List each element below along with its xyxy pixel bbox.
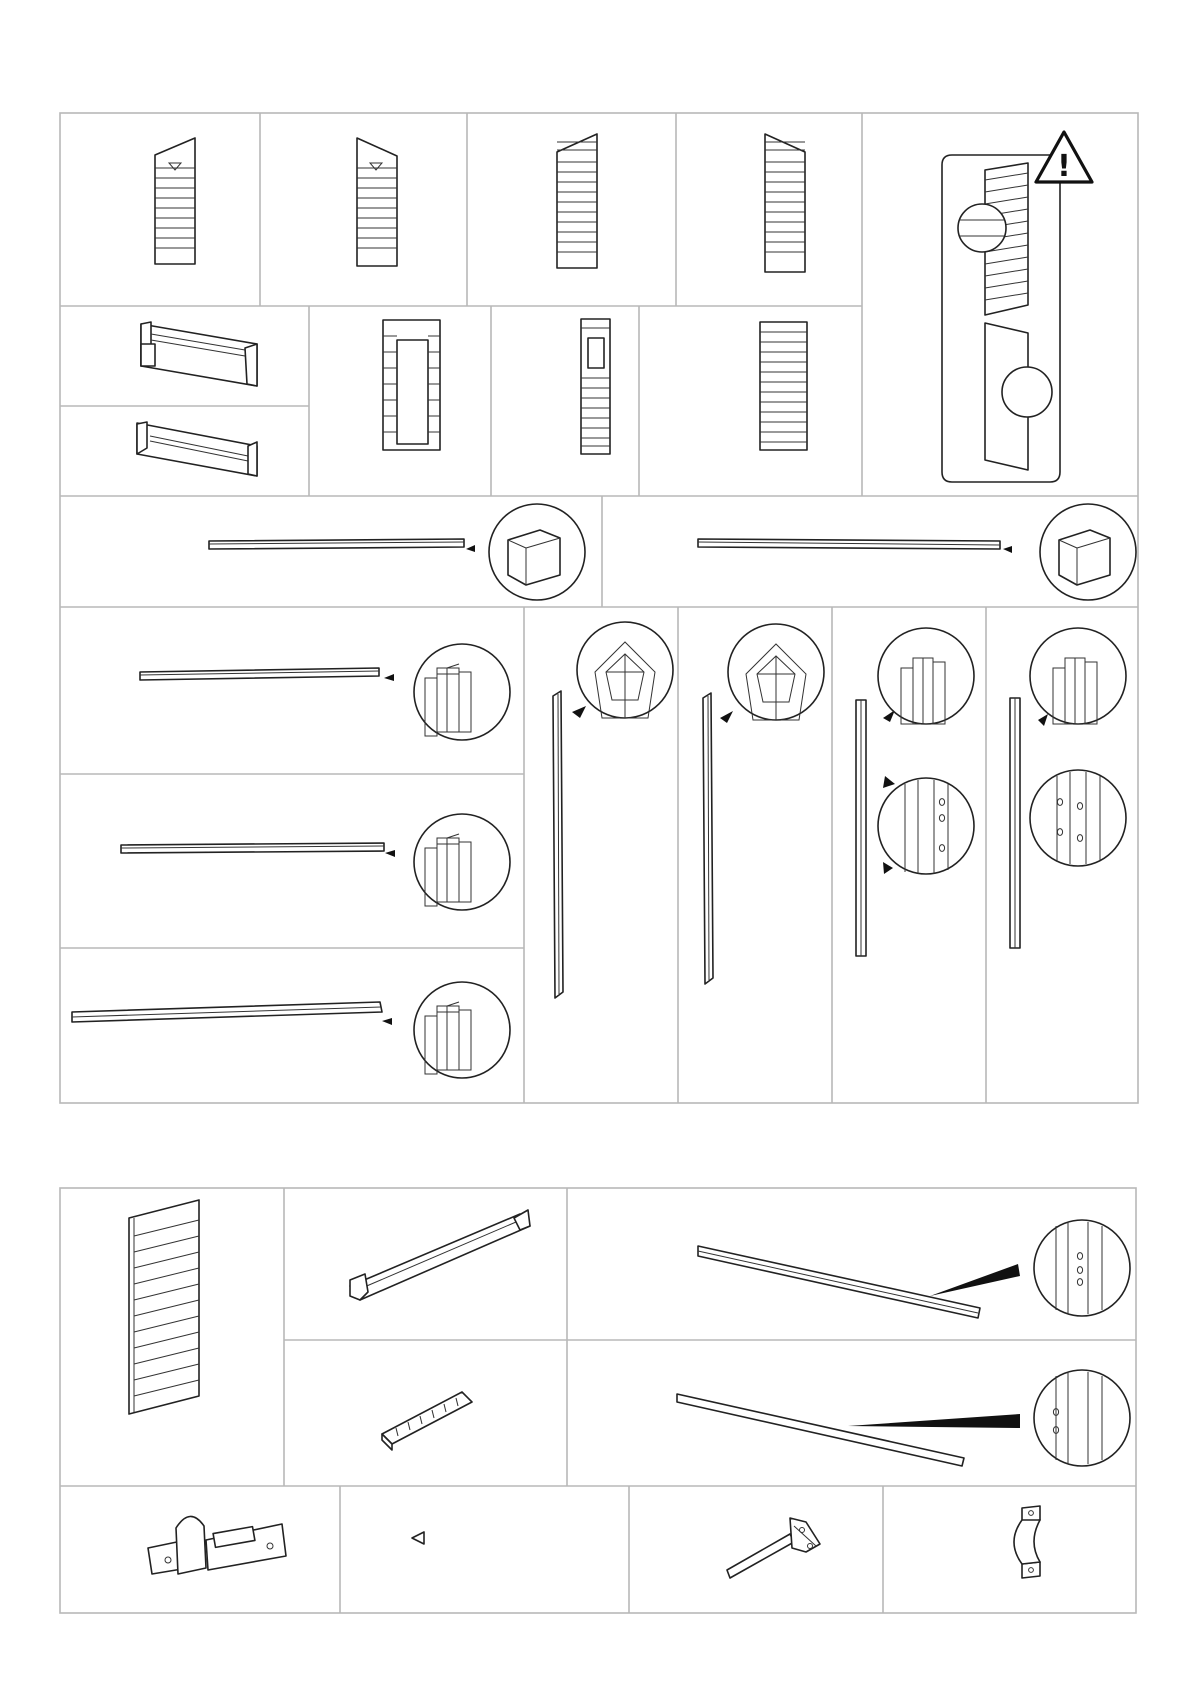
h-profile-connector-medium-icon <box>121 814 510 910</box>
u-channel-post-with-holes-icon <box>856 628 974 956</box>
door-frame-bottom-icon <box>137 422 257 476</box>
u-channel-post-with-holes-icon <box>1010 628 1126 948</box>
barrel-bolt-latch-icon <box>148 1516 286 1574</box>
door-frame-top-icon <box>141 322 257 386</box>
square-beam-with-detail-icon <box>698 504 1136 600</box>
h-profile-connector-long-icon <box>72 982 510 1078</box>
door-panel-with-window-icon <box>383 320 440 450</box>
gable-wall-panel-icon <box>557 134 597 268</box>
door-handle-bar-icon <box>350 1210 530 1300</box>
t-hinge-icon <box>727 1518 820 1578</box>
h-profile-connector-short-icon <box>140 644 510 740</box>
rail-with-holes-icon <box>677 1370 1130 1466</box>
plain-wall-panel-icon <box>760 322 807 450</box>
rail-with-holes-icon <box>698 1220 1130 1318</box>
gable-wall-panel-with-vent-icon <box>155 138 195 264</box>
corner-post-icon <box>553 622 673 998</box>
wall-panel-with-small-window-icon <box>581 319 610 454</box>
hinge-track-icon <box>382 1392 472 1450</box>
door-leaf-panel-icon <box>129 1200 199 1414</box>
warning-exclamation: ! <box>1057 149 1071 184</box>
square-beam-with-detail-icon <box>209 504 585 600</box>
panel-orientation-warning-icon <box>942 132 1092 482</box>
bent-rod-icon <box>412 1530 574 1582</box>
corner-post-icon <box>703 624 824 984</box>
gable-wall-panel-with-vent-icon <box>357 138 397 266</box>
pipe-clamp-bracket-icon <box>1014 1506 1040 1578</box>
gable-wall-panel-icon <box>765 134 805 272</box>
